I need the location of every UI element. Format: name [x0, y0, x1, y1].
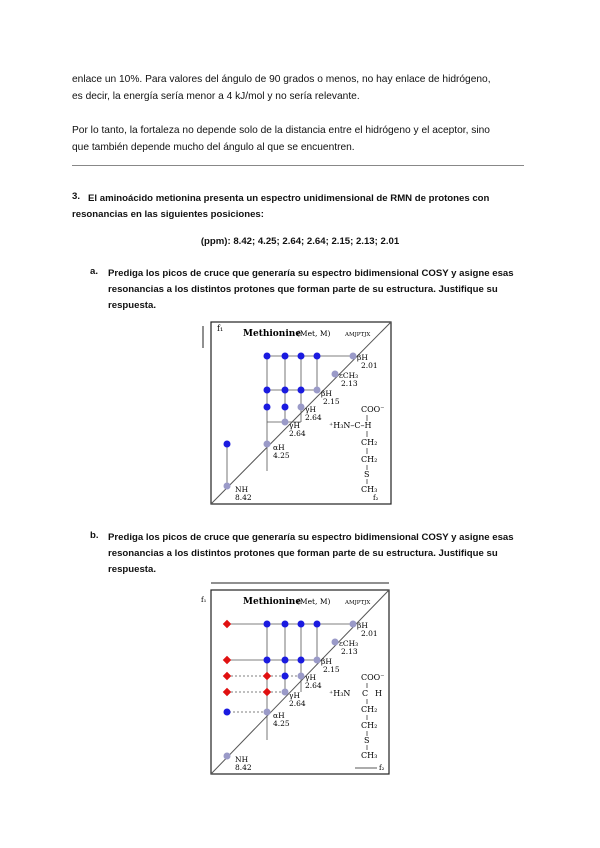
struct-s: S — [364, 736, 370, 745]
struct-amine: ⁺H₃N–C–H — [329, 421, 372, 430]
cross-peak — [298, 657, 305, 664]
diagonal-peak — [350, 353, 357, 360]
question-line-2: resonancias en las siguientes posiciones: — [72, 209, 264, 220]
diagonal-peak — [282, 689, 289, 696]
struct-h: H — [375, 689, 382, 698]
label-gH2: γH — [289, 691, 301, 700]
part-b-label: b. — [90, 530, 99, 541]
cross-peak — [264, 353, 271, 360]
spin-system-code: AMJPTJX — [345, 332, 371, 338]
cross-peak — [314, 353, 321, 360]
cross-peak — [264, 657, 271, 664]
spectrum-subtitle: (Met, M) — [297, 329, 331, 338]
struct-coo: COO⁻ — [361, 673, 385, 682]
spectrum-title: Methionine — [243, 597, 302, 607]
cross-peak — [264, 404, 271, 411]
cross-peak — [298, 353, 305, 360]
diagonal-peak — [350, 621, 357, 628]
label-NH-ppm: 8.42 — [235, 763, 252, 772]
struct-amine: ⁺H₃N — [329, 689, 351, 698]
diagonal-peak — [298, 404, 305, 411]
struct-ch3: CH₃ — [361, 751, 378, 760]
label-NH-ppm: 8.42 — [235, 493, 252, 502]
part-b-line-1: Prediga los picos de cruce que generaría su espectro bidimensional COSY y asigne esas — [108, 532, 514, 543]
label-bH2: βH — [321, 389, 332, 398]
struct-ch2-a: CH₂ — [361, 438, 378, 447]
struct-ch2-a: CH₂ — [361, 705, 378, 714]
struct-s: S — [364, 470, 370, 479]
part-a-line-2: resonancias a los distintos protones que forman parte de su estructura. Justifique su — [108, 284, 498, 295]
label-bH2: βH — [321, 657, 332, 666]
struct-c: C — [362, 689, 369, 698]
label-aH-ppm: 4.25 — [273, 451, 290, 460]
label-bH: βH — [357, 621, 368, 630]
cross-peak — [224, 709, 231, 716]
part-a-label: a. — [90, 266, 99, 277]
label-aH: αH — [273, 711, 285, 720]
cross-peak — [314, 621, 321, 628]
intro-line-1: enlace un 10%. Para valores del ángulo de 90 grados o menos, no hay enlace de hidrógeno, — [72, 74, 491, 85]
label-gH2-ppm: 2.64 — [289, 429, 306, 438]
cosy-spectrum-b — [201, 580, 395, 780]
label-eCH3-ppm: 2.13 — [341, 647, 358, 656]
label-eCH3: εCH₃ — [339, 371, 359, 380]
diagonal-peak — [264, 709, 271, 716]
f2-label: f₂ — [379, 764, 385, 772]
label-aH-ppm: 4.25 — [273, 719, 290, 728]
label-bH-ppm: 2.01 — [361, 629, 378, 638]
struct-ch2-b: CH₂ — [361, 455, 378, 464]
diagonal-peak — [224, 753, 231, 760]
f1-label: f₁ — [201, 596, 207, 604]
cross-peak — [224, 441, 231, 448]
diagonal-peak — [332, 639, 339, 646]
struct-ch3: CH₃ — [361, 485, 378, 494]
label-gH-ppm: 2.64 — [305, 681, 322, 690]
label-bH: βH — [357, 353, 368, 362]
part-b-line-3: respuesta. — [108, 564, 156, 575]
diagonal-peak — [224, 483, 231, 490]
diagonal-peak — [298, 673, 305, 680]
label-NH: NH — [235, 485, 249, 494]
cross-peak — [298, 387, 305, 394]
label-bH2-ppm: 2.15 — [323, 397, 340, 406]
cross-peak — [282, 353, 289, 360]
part-b-line-2: resonancias a los distintos protones que forman parte de su estructura. Justifique su — [108, 548, 498, 559]
diagonal-peak — [282, 419, 289, 426]
spectrum-title: Methionine — [243, 329, 302, 339]
f1-label: f₁ — [217, 324, 224, 333]
label-gH: γH — [305, 405, 317, 414]
struct-ch2-b: CH₂ — [361, 721, 378, 730]
part-a-line-3: respuesta. — [108, 300, 156, 311]
label-eCH3: εCH₃ — [339, 639, 359, 648]
label-NH: NH — [235, 755, 249, 764]
struct-coo: COO⁻ — [361, 405, 385, 414]
label-bH2-ppm: 2.15 — [323, 665, 340, 674]
diagonal-peak — [332, 371, 339, 378]
question-number: 3. — [72, 191, 81, 202]
cross-peak — [282, 657, 289, 664]
label-eCH3-ppm: 2.13 — [341, 379, 358, 388]
diagonal-peak — [314, 657, 321, 664]
cosy-spectrum-a — [205, 318, 395, 508]
diagonal-peak — [264, 441, 271, 448]
label-gH-ppm: 2.64 — [305, 413, 322, 422]
label-gH: γH — [305, 673, 317, 682]
spectrum-subtitle: (Met, M) — [297, 597, 331, 606]
cross-peak — [282, 404, 289, 411]
label-gH2-ppm: 2.64 — [289, 699, 306, 708]
cross-peak — [282, 387, 289, 394]
cross-peak — [264, 387, 271, 394]
ppm-list: (ppm): 8.42; 4.25; 2.64; 2.64; 2.15; 2.13; 2.01 — [200, 236, 400, 247]
cross-peak — [298, 621, 305, 628]
spin-system-code: AMJPTJX — [345, 600, 371, 606]
label-gH2: γH — [289, 421, 301, 430]
section-divider — [72, 165, 524, 166]
question-line-1: El aminoácido metionina presenta un espectro unidimensional de RMN de protones con — [88, 193, 490, 204]
diagonal-peak — [314, 387, 321, 394]
conclusion-line-2: que también depende mucho del ángulo al que se encuentren. — [72, 142, 355, 153]
cross-peak — [282, 621, 289, 628]
f2-label: f₂ — [373, 494, 379, 502]
intro-line-2: es decir, la energía sería menor a 4 kJ/mol y no sería relevante. — [72, 91, 360, 102]
conclusion-line-1: Por lo tanto, la fortaleza no depende solo de la distancia entre el hidrógeno y el aceptor, sino — [72, 125, 490, 136]
cross-peak — [282, 673, 289, 680]
cross-peak — [264, 621, 271, 628]
label-bH-ppm: 2.01 — [361, 361, 378, 370]
part-a-line-1: Prediga los picos de cruce que generaría su espectro bidimensional COSY y asigne esas — [108, 268, 514, 279]
label-aH: αH — [273, 443, 285, 452]
